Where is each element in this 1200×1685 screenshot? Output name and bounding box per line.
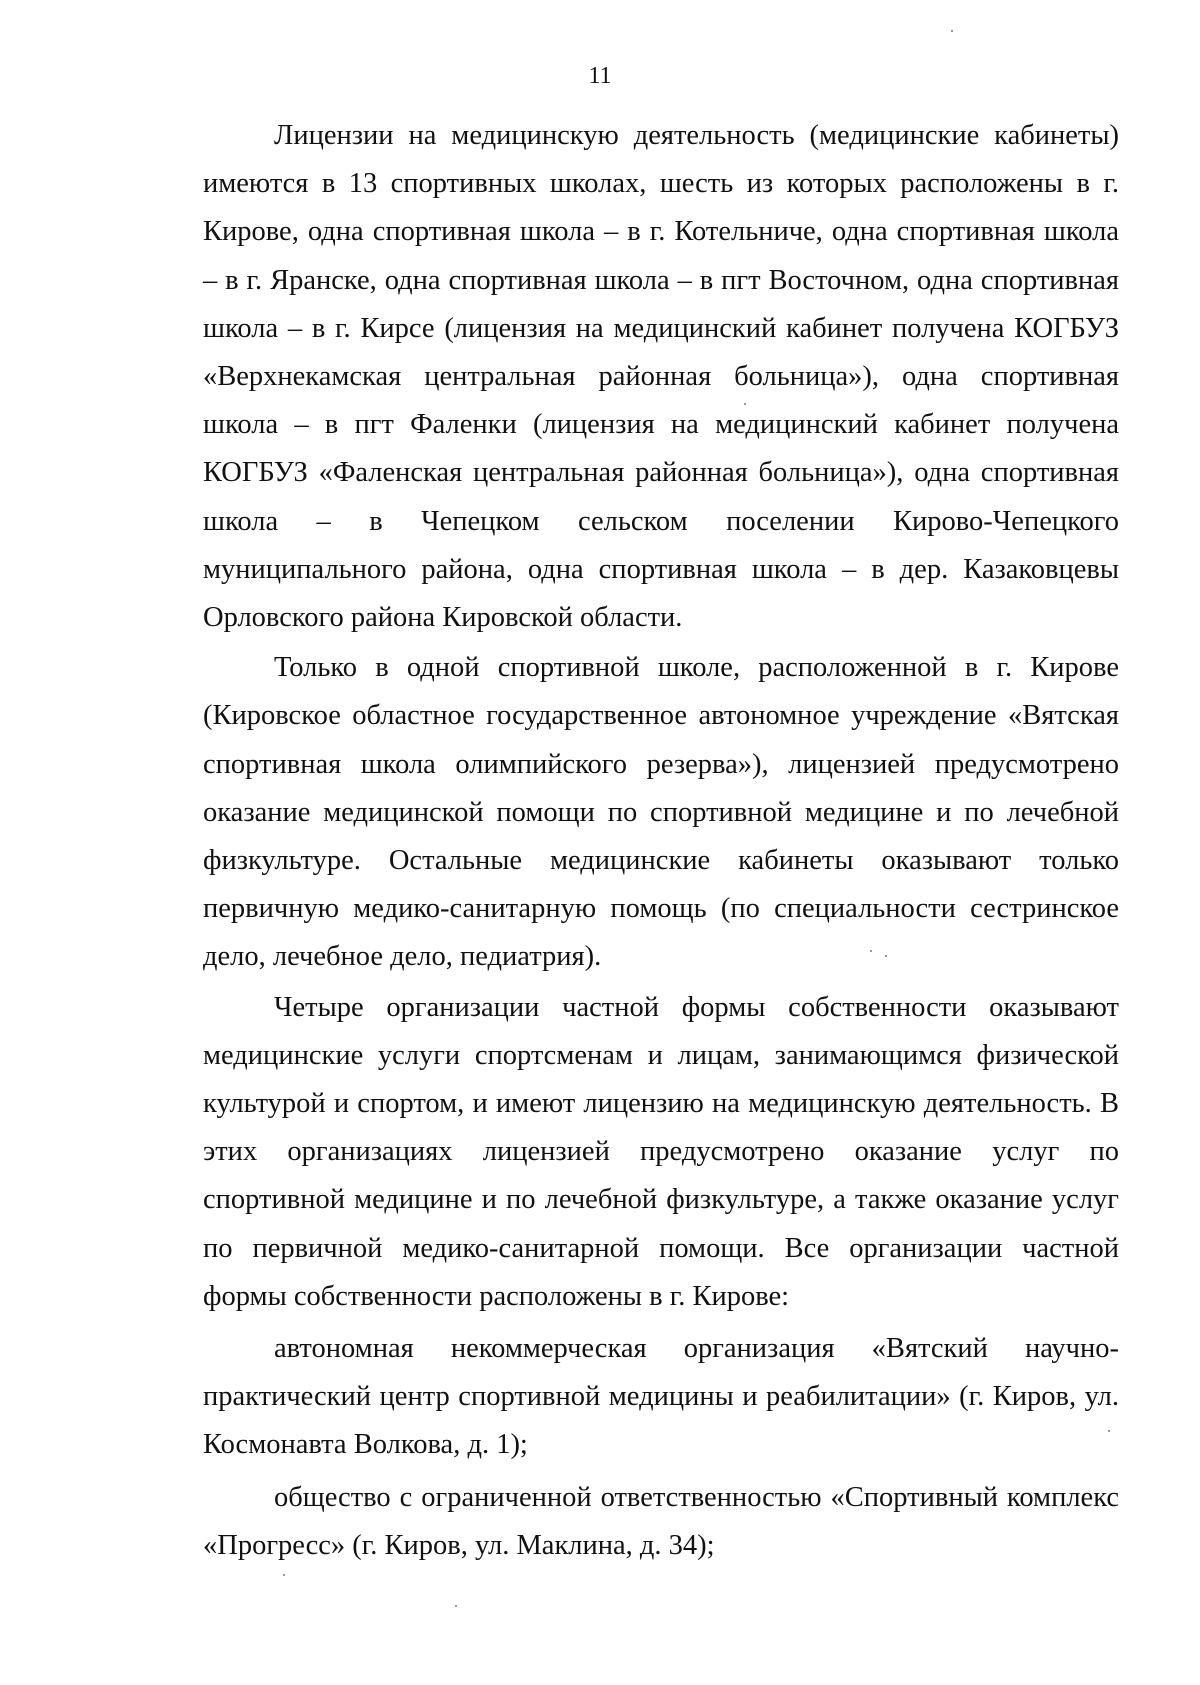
paragraph-anco-vyatka-center: автономная некоммерческая организация «Вятский научно-практический центр спортивной медицины и реабилитации» (г. Киров, ул. Космонавта Волкова, д. 1); — [203, 1333, 1119, 1461]
paragraph-private-organizations: Четыре организации частной формы собственности оказывают медицинские услуги спортсменам и лицам, занимающимся физической культурой и спортом, и имеют лицензию на медицинскую деятельность. В этих организациях лицензией предусмотрено оказание услуг по спортивной медицине и по лечебной физкультуре, а также оказание услуг по первичной медико-санитарной помощи. Все организации частной формы собственности расположены в г. Кирове: — [203, 991, 1119, 1312]
scan-speck — [283, 1574, 285, 1576]
paragraph-licenses: Лицензии на медицинскую деятельность (медицинские кабинеты) имеются в 13 спортивных школах, шесть из которых расположены в г. Кирове, одна спортивная школа – в г. Котельниче, одна спортивная школа – в г. Яранске, одна спортивная школа – в пгт Восточном, одна спортивная школа – в г. Кирсе (лицензия на медицинский кабинет получена КОГБУЗ «Верхнекамская центральная районная больница»), одна спортивная школа – в пгт Фаленки (лицензия на медицинский кабинет получена КОГБУЗ «Фаленская центральная районная больница»), одна спортивная школа – в Чепецком сельском поселении Кирово-Чепецкого муниципального района, одна спортивная школа – в дер. Казаковцевы Орловского района Кировской области. — [203, 120, 1119, 634]
paragraph-only-one-school: Только в одной спортивной школе, расположенной в г. Кирове (Кировское областное государственное автономное учреждение «Вятская спортивная школа олимпийского резерва»), лицензией предусмотрено оказание медицинской помощи по спортивной медицине и по лечебной физкультуре. Остальные медицинские кабинеты оказывают только первичную медико-санитарную помощь (по специальности сестринское дело, лечебное дело, педиатрия). — [203, 652, 1119, 973]
scan-speck — [885, 955, 887, 957]
page-number: 11 — [588, 63, 612, 89]
scan-speck — [744, 403, 746, 405]
scan-speck — [870, 950, 872, 952]
scan-speck — [455, 1605, 457, 1607]
scan-speck — [1108, 1430, 1110, 1432]
document-body — [203, 112, 1119, 1570]
scan-speck — [951, 30, 953, 32]
paragraph-llc-progress: общество с ограниченной ответственностью «Спортивный комплекс «Прогресс» (г. Киров, ул. Маклина, д. 34); — [203, 1481, 1119, 1561]
